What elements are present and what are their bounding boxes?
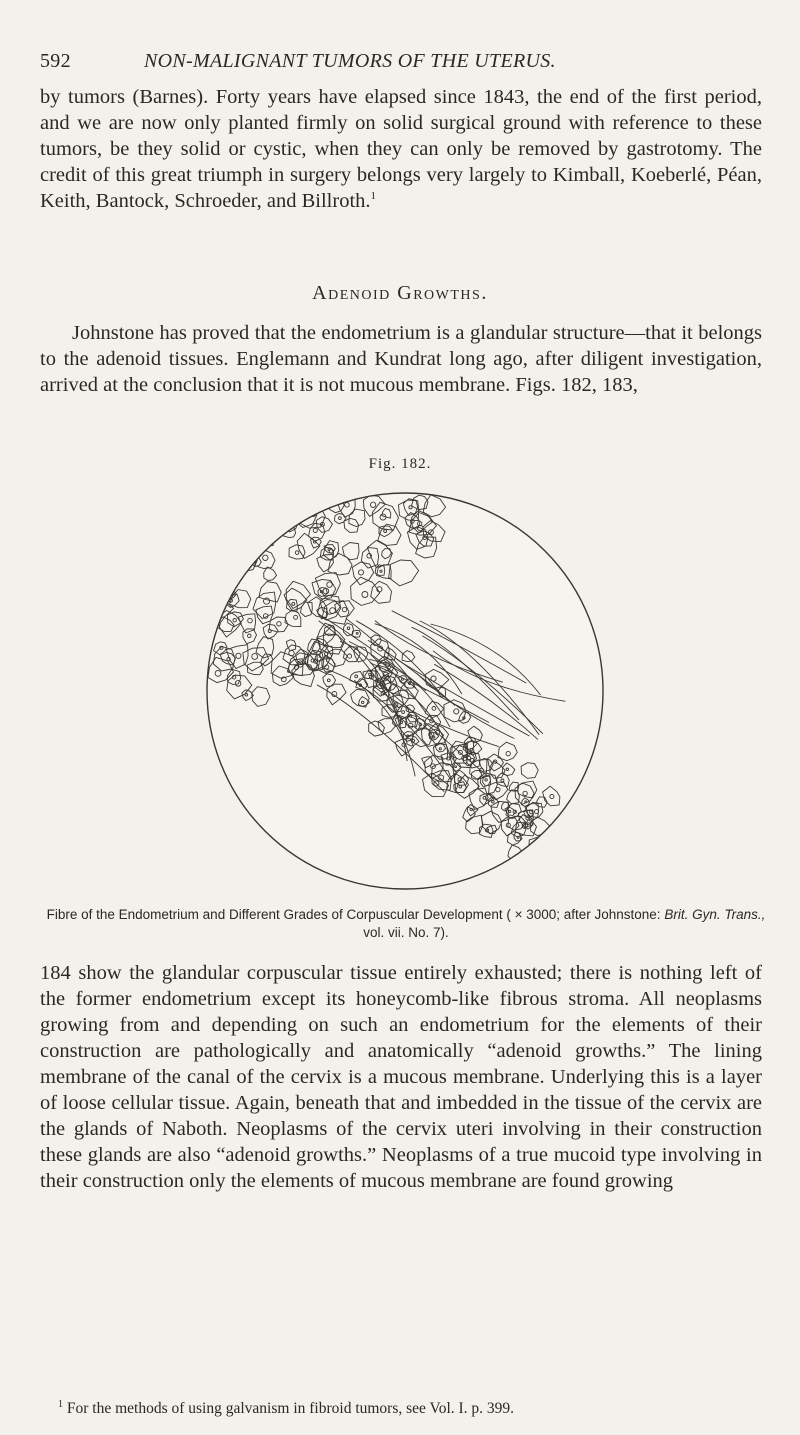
cell-outline <box>225 549 238 560</box>
paragraph-continued: 184 show the glandular corpuscular tissue entirely exhausted; there is nothing left of the former endometrium except its honeycomb-like fibrous stroma. All neoplasms growing from and depending on such an endometrium for the elements of their construction are pathologically and anatomically “adenoid growths.” The lining membrane of the canal of the cervix is a mucous membrane. Underlying this is a layer of loose cellular tissue. Again, beneath that and imbedded in the tissue of the cervix are the glands of Naboth. Neoplasms of the cervix uteri involving in their construction these glands are also “adenoid growths.” Neoplasms of a true mucoid type involving in their construction only the elements of mucous membrane are found growing <box>40 962 762 1192</box>
cell-nucleus <box>221 503 227 509</box>
cell-outline <box>249 521 260 531</box>
cell-nucleus <box>218 559 223 564</box>
cell-nucleus <box>233 542 236 545</box>
footnote-marker: 1 <box>58 1398 63 1410</box>
cell-nucleus <box>232 529 235 532</box>
cell-outline <box>233 527 244 537</box>
cell-nucleus <box>243 558 248 563</box>
figure-label: Fig. 182. <box>368 456 432 472</box>
cell-outline <box>257 526 275 546</box>
cell-outline <box>232 524 241 533</box>
cell-nucleus <box>275 500 279 504</box>
cell-outline <box>246 526 258 537</box>
cell-nucleus <box>234 526 236 528</box>
cell-outline <box>546 838 557 849</box>
figure-caption <box>46 906 766 942</box>
paragraph-intro-text: by tumors (Barnes). Forty years have elapsed since 1843, the end of the first period, and we are now only planted firmly on solid surgical ground with reference to these tumors, be they solid or cystic, when they can only be removed by gastrotomy. The credit of this great triumph in surgery belongs very largely to Kimball, Koeberlé, Péan, Keith, Bantock, Schroeder, and Billroth. <box>40 86 762 212</box>
cell-nucleus <box>220 577 223 580</box>
cell-outline <box>246 503 270 530</box>
cell-outline <box>212 493 233 519</box>
cell-outline <box>531 851 553 872</box>
cell-outline <box>270 492 287 507</box>
caption-source: Brit. Gyn. Trans., <box>664 907 766 922</box>
cell-outline <box>262 516 275 532</box>
running-title: NON-MALIGNANT TUMORS OF THE UTERUS. <box>144 50 556 72</box>
cell-nucleus <box>572 839 576 843</box>
cell-nucleus <box>230 520 233 523</box>
footnote-reference: 1 <box>370 190 377 203</box>
cell-outline <box>225 495 242 507</box>
cell-outline <box>236 549 258 572</box>
paragraph-adenoid: Johnstone has proved that the endometrium is a glandular structure—that it belongs to the adenoid tissues. Englemann and Kundrat long ago, after diligent investigation, arrived at the conclusion that it is not mucous membrane. Figs. 182, 183, <box>40 322 762 396</box>
cell-outline <box>259 494 285 518</box>
cell-outline <box>558 833 579 855</box>
cell-nucleus <box>537 841 541 845</box>
cell-nucleus <box>559 854 564 859</box>
caption-main: Fibre of the Endometrium and Different Grades of Corpuscular Development ( × 3000; after Johnstone: <box>46 907 661 922</box>
cell-outline <box>565 835 579 850</box>
cell-outline <box>236 535 251 553</box>
cell-outline <box>550 843 571 866</box>
endometrium-engraving <box>165 486 725 891</box>
cell-nucleus <box>539 861 544 866</box>
cell-outline <box>248 494 269 514</box>
cell-nucleus <box>240 534 244 538</box>
cell-outline <box>567 809 590 830</box>
cell-outline <box>229 538 241 550</box>
cell-nucleus <box>218 506 224 512</box>
cell-outline <box>553 865 570 881</box>
page-number: 592 <box>40 50 71 72</box>
cell-outline <box>241 529 254 544</box>
cell-nucleus <box>551 842 554 845</box>
cell-outline <box>227 516 237 529</box>
cell-outline <box>208 553 227 572</box>
cell-outline <box>549 855 558 863</box>
caption-tail: vol. vii. No. 7). <box>363 925 449 940</box>
section-heading: Adenoid Growths. <box>312 282 488 304</box>
cell-outline <box>216 572 230 585</box>
cell-nucleus <box>261 533 266 538</box>
paragraph-intro <box>40 84 762 214</box>
cell-outline <box>228 524 239 535</box>
footnote <box>58 1400 778 1418</box>
cell-outline <box>232 530 248 544</box>
cell-outline <box>209 523 232 544</box>
footnote-text: For the methods of using galvanism in fibroid tumors, see Vol. I. p. 399. <box>66 1400 515 1417</box>
figure-illustration <box>165 486 725 891</box>
cell-nucleus <box>260 500 265 505</box>
cell-nucleus <box>230 501 233 504</box>
cell-outline <box>212 497 237 519</box>
